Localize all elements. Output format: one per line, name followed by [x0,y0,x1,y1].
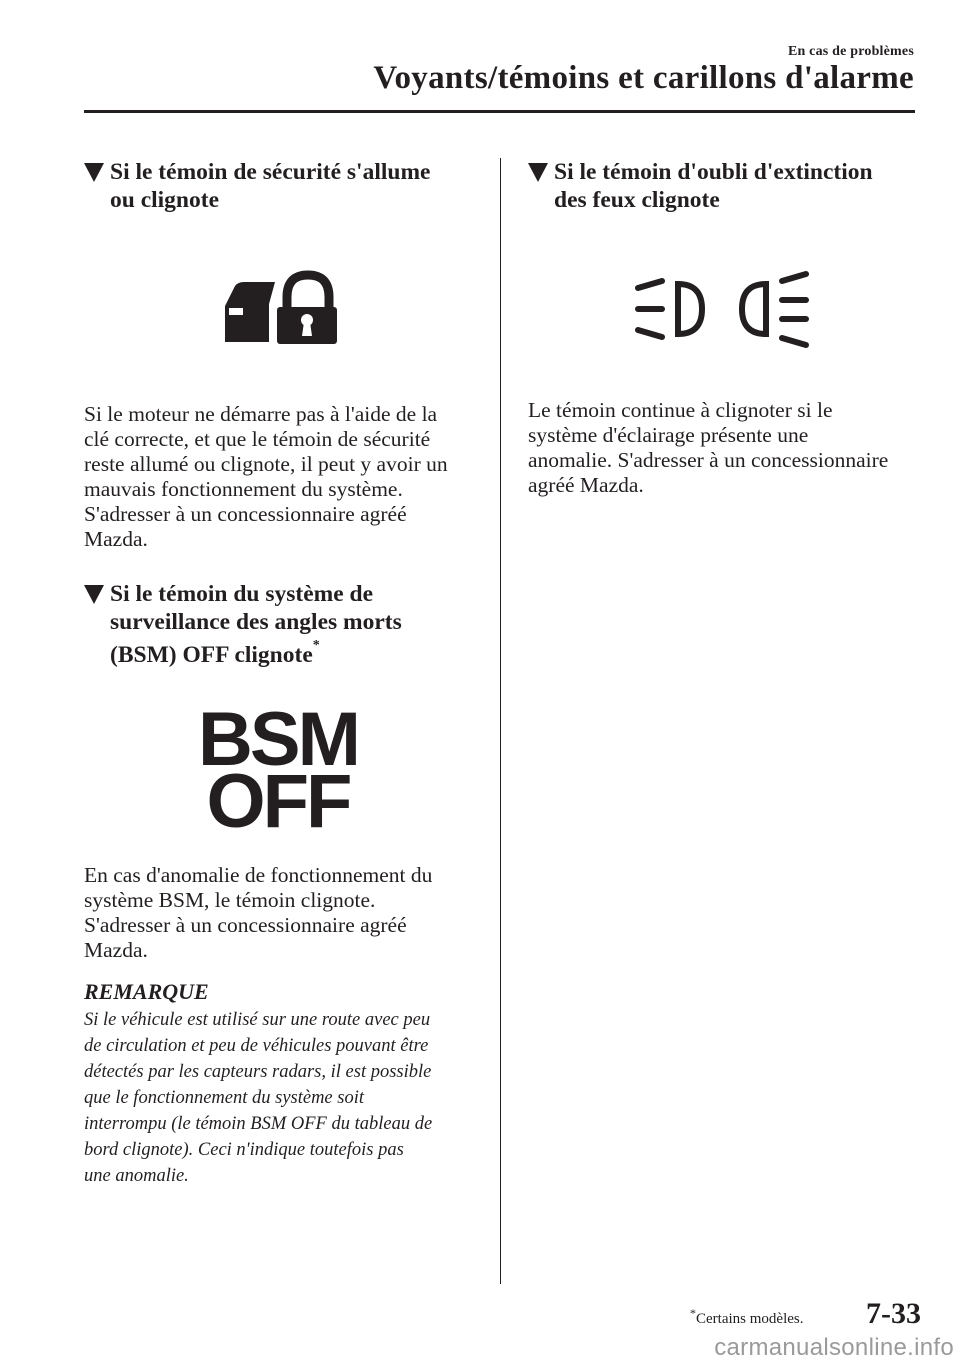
section-body-bsm [84,863,472,963]
body-line: système d'éclairage présente une [528,423,809,447]
body-line: mauvais fonctionnement du système. [84,477,403,501]
heading-line: des feux clignote [554,187,720,213]
body-line: En cas d'anomalie de fonctionnement du [84,862,433,887]
note-line: Si le véhicule est utilisé sur une route avec peu [84,1009,431,1030]
note-line: que le fonctionnement du système soit [84,1087,365,1108]
chapter-label: En cas de problèmes [787,44,914,59]
heading-line: surveillance des angles morts [110,609,402,635]
right-column [528,158,916,498]
section-heading-security [84,158,472,214]
section-body-lights [528,398,916,498]
note-title: REMARQUE [84,978,209,1004]
heading-line: Si le témoin d'oubli d'extinction [554,159,873,185]
body-line: Mazda. [84,527,148,551]
security-lock-car-icon [219,270,337,344]
body-line: anomalie. S'adresser à un concessionnaire [528,448,889,472]
page-number: 7-33 [866,1297,921,1330]
footer-star: * [690,1306,696,1320]
note-block [84,1007,472,1189]
note-line: bord clignote). Ceci n'indique toutefois pas [84,1139,404,1160]
note-line: interrompu (le témoin BSM OFF du tableau de [84,1113,433,1134]
page-title: Voyants/témoins et carillons d'alarme [373,60,914,96]
heading-line: ou clignote [110,187,220,213]
watermark: carmanualsonline.info [714,1334,954,1361]
triangle-bullet-icon [528,161,548,183]
body-line: Mazda. [84,937,148,962]
triangle-bullet-icon [84,583,104,605]
footer-note [690,1306,804,1328]
certain-models-mark: * [312,638,320,653]
note-line: une anomalie. [84,1165,189,1186]
headlights-on-reminder-icon [632,268,812,350]
body-line: reste allumé ou clignote, il peut y avoir un [84,452,448,476]
security-indicator-figure [84,270,472,344]
triangle-bullet-icon [84,161,104,183]
section-heading-bsm [84,580,472,669]
body-line: S'adresser à un concessionnaire agréé [84,912,407,937]
column-divider [500,158,501,1284]
heading-line: Si le témoin du système de [110,581,374,607]
body-line: clé correcte, et que le témoin de sécurité [84,427,431,451]
left-column [84,158,472,1189]
lights-reminder-figure [528,268,916,350]
body-line: Si le moteur ne démarre pas à l'aide de la [84,402,438,426]
section-heading-lights [528,158,916,214]
body-line: Le témoin continue à clignoter si le [528,398,833,422]
bsm-indicator-figure [84,696,472,844]
body-line: agréé Mazda. [528,473,644,497]
note-line: de circulation et peu de véhicules pouvant être [84,1035,429,1056]
bsm-icon-text: BSM [198,696,358,782]
body-line: système BSM, le témoin clignote. [84,887,376,912]
heading-line: (BSM) OFF clignote [110,641,313,668]
header-rule [84,110,915,113]
heading-line: Si le témoin de sécurité s'allume [110,159,431,185]
bsm-off-icon [198,696,358,844]
note-line: détectés par les capteurs radars, il est possible [84,1061,432,1082]
bsm-icon-text: OFF [206,758,350,844]
footer-note-text: Certains modèles. [696,1311,804,1327]
body-line: S'adresser à un concessionnaire agréé [84,502,407,526]
section-body-security [84,402,472,552]
